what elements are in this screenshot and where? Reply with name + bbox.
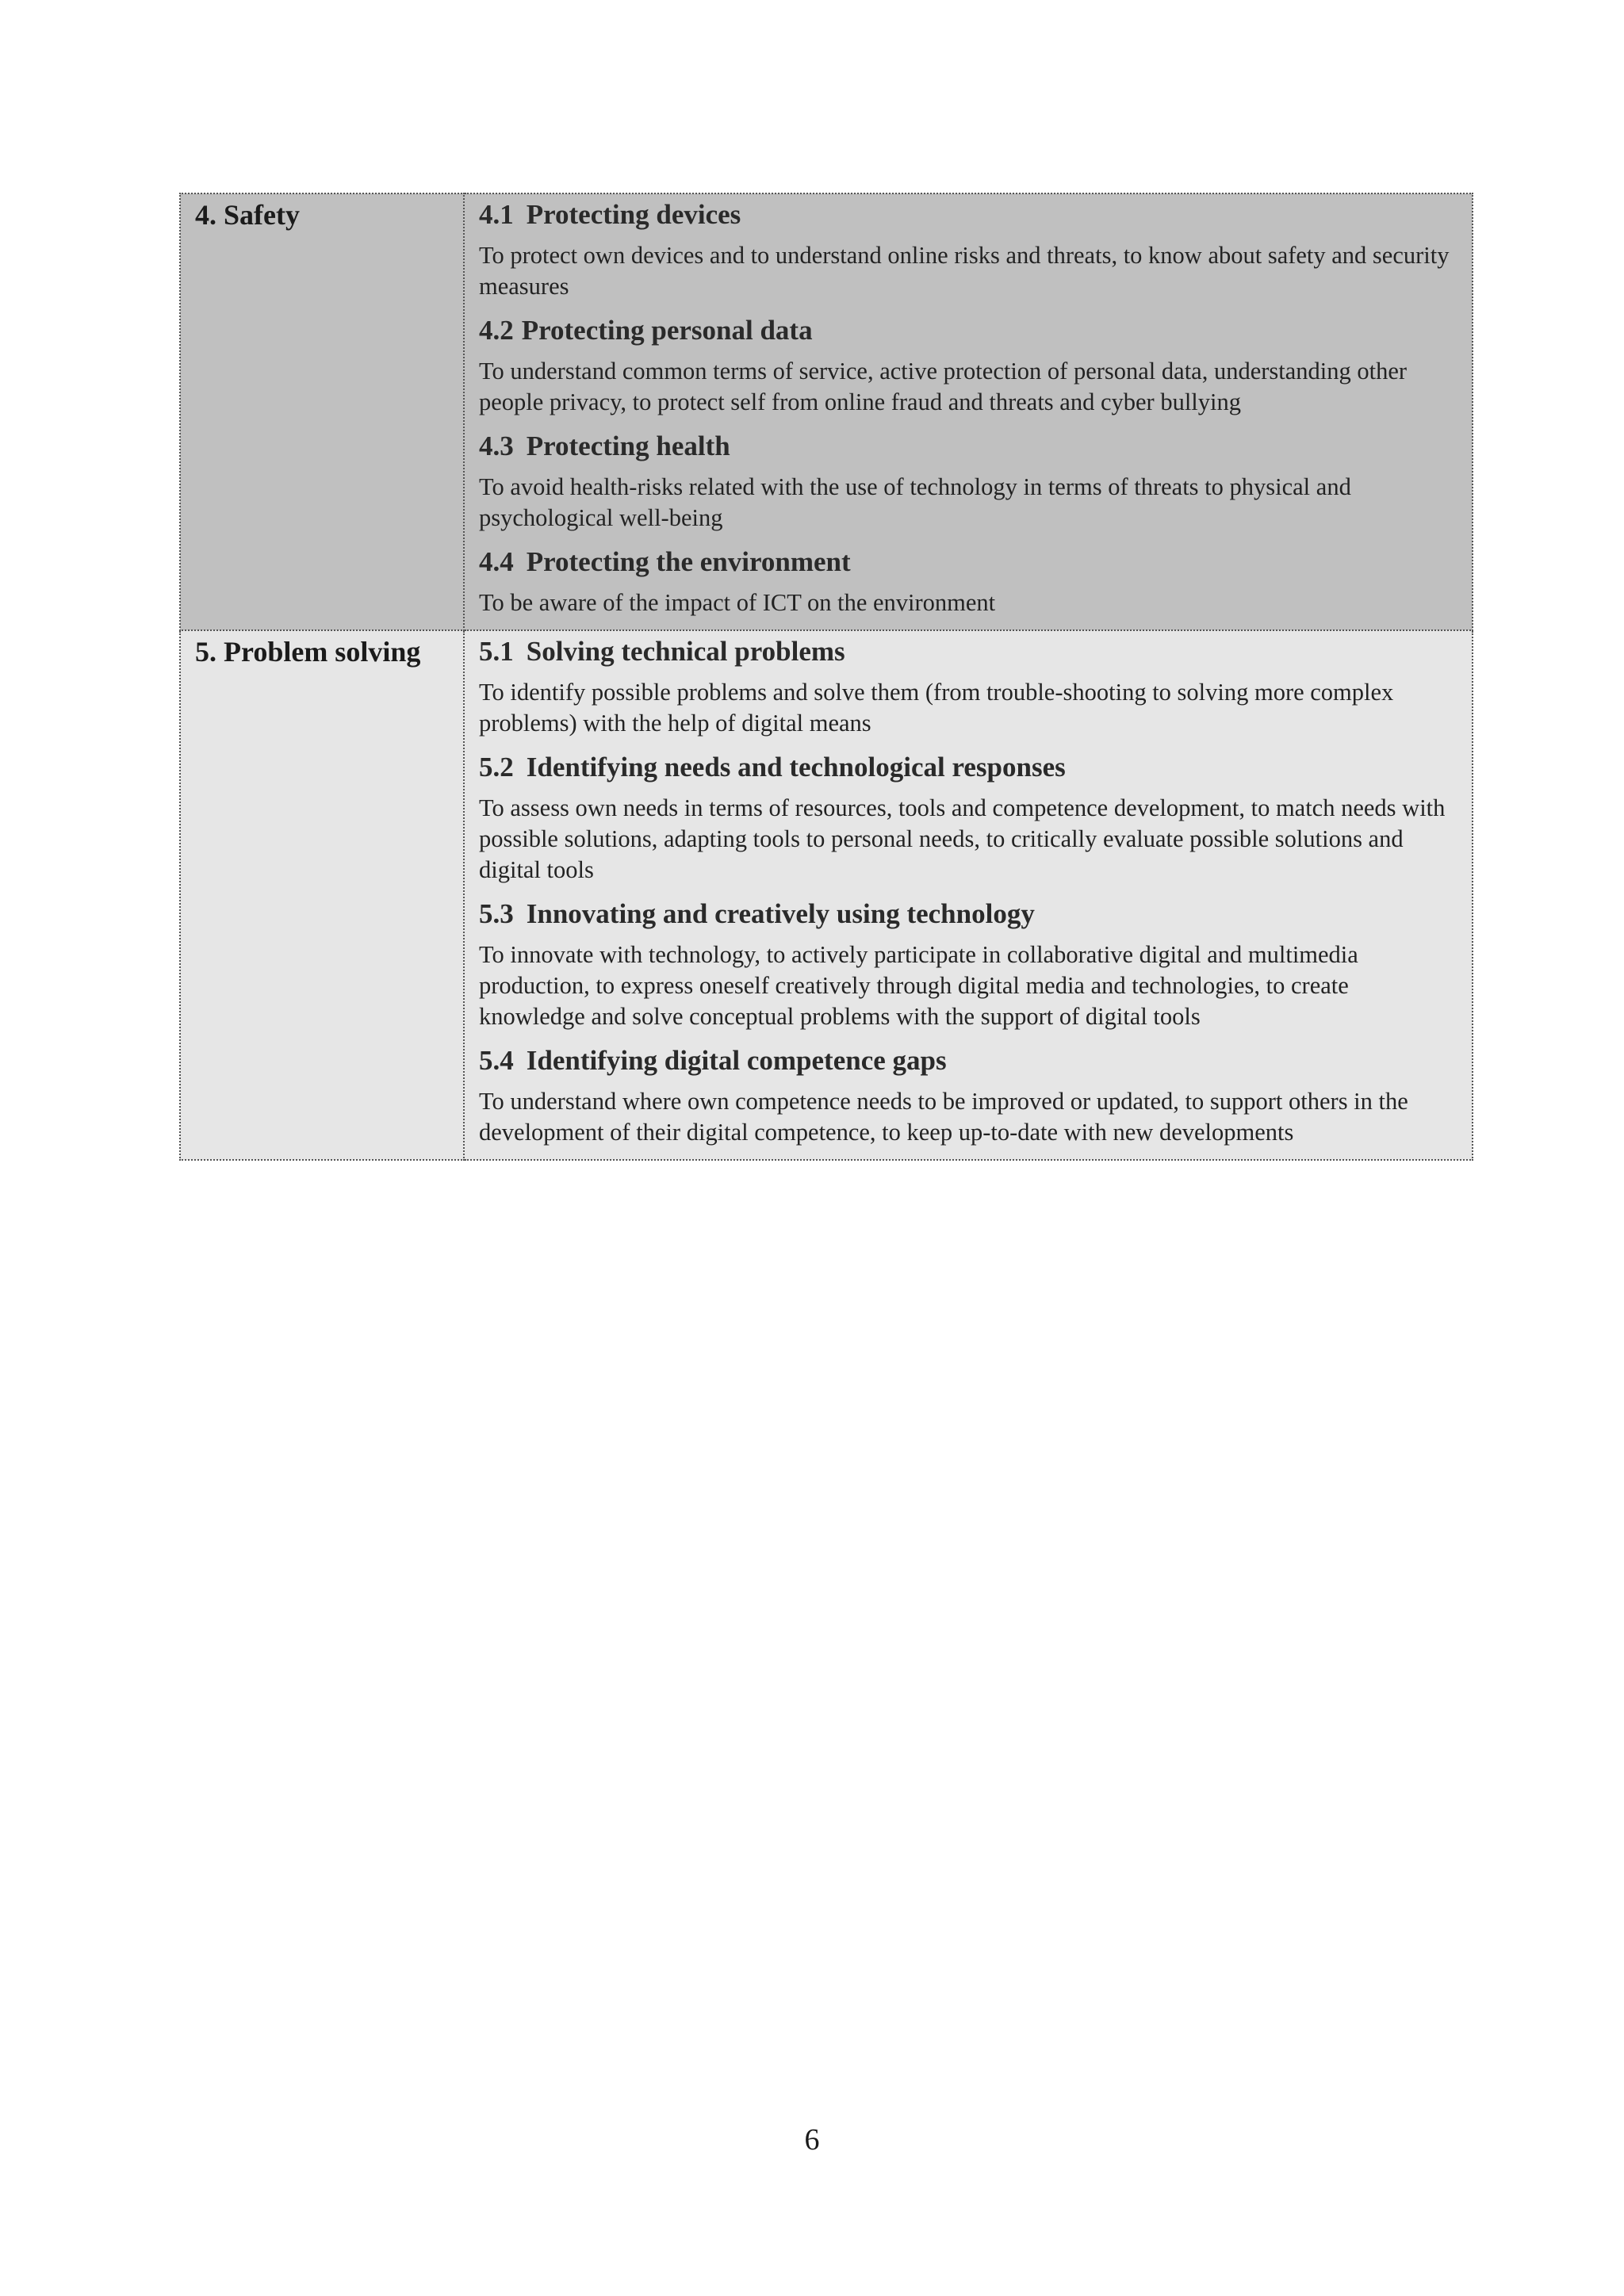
- competence-title: Protecting devices: [526, 199, 741, 230]
- competence-description: To avoid health-risks related with the use of technology in terms of threats to physical and psychological well-being: [479, 473, 1351, 531]
- competence-title: Identifying digital competence gaps: [526, 1045, 947, 1076]
- table-row-problem-solving: [180, 630, 1473, 1160]
- competence-item: [479, 313, 1457, 418]
- competence-description: To understand common terms of service, active protection of personal data, understanding other people privacy, to protect self from online fraud and threats and cyber bullying: [479, 358, 1408, 415]
- competence-item: [479, 545, 1457, 618]
- competence-title: Protecting the environment: [526, 546, 851, 577]
- competence-title: Protecting personal data: [521, 315, 813, 346]
- page-number: 6: [804, 2123, 820, 2156]
- competence-description: To be aware of the impact of ICT on the environment: [479, 589, 996, 616]
- competence-heading: [479, 313, 1457, 348]
- competence-item: [479, 197, 1457, 302]
- competence-number: 5.3: [479, 898, 514, 929]
- competence-description: To assess own needs in terms of resources, tools and competence development, to match needs with possible solutions, adapting tools to personal needs, to critically evaluate possible solutions and digital tools: [479, 794, 1446, 883]
- table-row-safety: [180, 193, 1473, 630]
- competence-title: Innovating and creatively using technology: [526, 898, 1035, 929]
- competence-number: 4.4: [479, 546, 514, 577]
- competence-description: To identify possible problems and solve them (from trouble-shooting to solving more complex problems) with the help of digital means: [479, 679, 1394, 737]
- competence-item: [479, 634, 1457, 739]
- competence-list: [465, 631, 1472, 1159]
- competence-heading: [479, 1043, 1457, 1078]
- competence-item: [479, 1043, 1457, 1148]
- competence-number: 4.1: [479, 199, 514, 230]
- area-title-problem-solving: 5. Problem solving: [195, 636, 421, 668]
- competence-description: To understand where own competence needs to be improved or updated, to support others in the development of their digital competence, to keep up-to-date with new developments: [479, 1088, 1408, 1146]
- competence-title: Identifying needs and technological responses: [526, 752, 1066, 783]
- competence-number: 4.2: [479, 315, 514, 346]
- competence-list: [465, 194, 1472, 629]
- competence-table: [179, 193, 1473, 1161]
- competences-cell: [464, 630, 1473, 1160]
- competence-title: Protecting health: [526, 430, 730, 461]
- competence-heading: [479, 897, 1457, 932]
- competence-heading: [479, 545, 1457, 580]
- competence-description: To protect own devices and to understand online risks and threats, to know about safety and security measures: [479, 242, 1450, 300]
- competence-item: [479, 897, 1457, 1032]
- competences-cell: [464, 193, 1473, 630]
- competence-number: 5.2: [479, 752, 514, 783]
- area-title-safety: 4. Safety: [195, 199, 300, 231]
- competence-item: [479, 429, 1457, 534]
- competence-description: To innovate with technology, to actively participate in collaborative digital and multimedia production, to express oneself creatively through digital media and technologies, to create knowledge and solve conceptual problems with the support of digital tools: [479, 941, 1358, 1030]
- area-cell: [180, 193, 464, 630]
- competence-heading: [479, 750, 1457, 785]
- competence-title: Solving technical problems: [526, 636, 845, 667]
- competence-number: 4.3: [479, 430, 514, 461]
- competence-heading: [479, 634, 1457, 669]
- competence-heading: [479, 197, 1457, 232]
- competence-heading: [479, 429, 1457, 464]
- competence-number: 5.1: [479, 636, 514, 667]
- area-cell: [180, 630, 464, 1160]
- competence-item: [479, 750, 1457, 886]
- competence-number: 5.4: [479, 1045, 514, 1076]
